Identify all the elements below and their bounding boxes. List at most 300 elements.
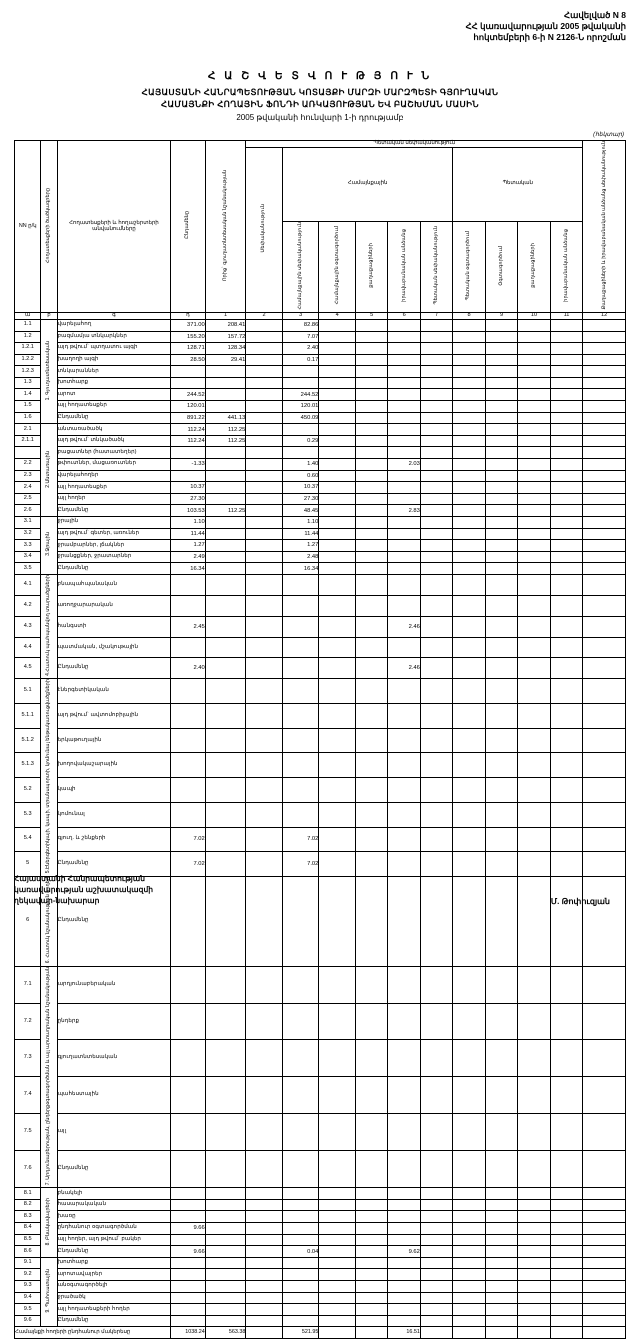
table-row bbox=[15, 1003, 626, 1040]
table-row bbox=[15, 753, 626, 778]
value-col5 bbox=[355, 1304, 387, 1316]
category-name: խաղողի այգի bbox=[57, 354, 171, 366]
value-col11 bbox=[550, 595, 583, 616]
table-row bbox=[15, 517, 626, 529]
value-col9 bbox=[485, 574, 517, 595]
row-number: 8.5 bbox=[15, 1234, 41, 1246]
total-value-agricultural: 563.38 bbox=[205, 1327, 246, 1339]
group-label: 2.Անտառային bbox=[41, 424, 57, 517]
value-agricultural bbox=[205, 852, 246, 877]
value-col12 bbox=[583, 728, 626, 753]
value-col5 bbox=[355, 366, 387, 378]
value-col2 bbox=[246, 1199, 283, 1211]
value-col8 bbox=[453, 517, 485, 529]
row-number: 7.3 bbox=[15, 1040, 41, 1077]
value-col8 bbox=[453, 637, 485, 658]
value-col2 bbox=[246, 1223, 283, 1235]
value-col6 bbox=[388, 1077, 420, 1114]
category-name: այդ թվում` ավտոմոբիլային bbox=[57, 704, 171, 729]
value-col11 bbox=[550, 528, 583, 540]
group-label: 1. Գյուղատնտեսական bbox=[41, 319, 57, 423]
value-col9 bbox=[485, 482, 517, 494]
value-total: 1.27 bbox=[171, 540, 206, 552]
value-col5 bbox=[355, 802, 387, 827]
value-col2 bbox=[246, 319, 283, 331]
value-total bbox=[171, 1292, 206, 1304]
value-col6 bbox=[388, 852, 420, 877]
value-col9 bbox=[485, 1292, 517, 1304]
value-col6 bbox=[388, 1151, 420, 1188]
table-row bbox=[15, 563, 626, 575]
value-col6: 2.83 bbox=[388, 505, 420, 517]
value-col4 bbox=[319, 1234, 356, 1246]
value-col4 bbox=[319, 470, 356, 482]
value-col6: 2.03 bbox=[388, 459, 420, 471]
row-number: 9.6 bbox=[15, 1315, 41, 1327]
value-col2 bbox=[246, 679, 283, 704]
row-number: 2.2 bbox=[15, 459, 41, 471]
value-col12 bbox=[583, 505, 626, 517]
value-col10 bbox=[518, 1234, 550, 1246]
value-col4 bbox=[319, 1315, 356, 1327]
value-col9 bbox=[485, 616, 517, 637]
value-col11 bbox=[550, 574, 583, 595]
category-name: Ընդամենը bbox=[57, 505, 171, 517]
row-number bbox=[15, 447, 41, 459]
value-col6 bbox=[388, 1269, 420, 1281]
category-name: ջրանցքներ, ջրատարներ bbox=[57, 551, 171, 563]
value-col10 bbox=[518, 435, 550, 447]
value-col10 bbox=[518, 637, 550, 658]
appendix-line-1: Հավելված N 8 bbox=[564, 10, 626, 20]
value-agricultural: 112.25 bbox=[205, 424, 246, 436]
value-total: 9.66 bbox=[171, 1246, 206, 1258]
value-col2 bbox=[246, 852, 283, 877]
value-col2 bbox=[246, 1151, 283, 1188]
value-col5 bbox=[355, 343, 387, 355]
value-col11 bbox=[550, 1304, 583, 1316]
value-col4 bbox=[319, 728, 356, 753]
value-col2 bbox=[246, 435, 283, 447]
value-col9 bbox=[485, 1003, 517, 1040]
value-col9 bbox=[485, 331, 517, 343]
value-col11 bbox=[550, 1077, 583, 1114]
value-col6 bbox=[388, 435, 420, 447]
value-col12 bbox=[583, 343, 626, 355]
value-col3 bbox=[282, 1281, 319, 1293]
value-col3 bbox=[282, 377, 319, 389]
value-col6 bbox=[388, 1281, 420, 1293]
colnum-10: 10 bbox=[518, 313, 550, 320]
value-col10 bbox=[518, 574, 550, 595]
value-total: 891.22 bbox=[171, 412, 206, 424]
table-body bbox=[15, 319, 626, 1338]
value-total: 371.00 bbox=[171, 319, 206, 331]
value-col3 bbox=[282, 658, 319, 679]
total-value-col12 bbox=[583, 1327, 626, 1339]
value-col8 bbox=[453, 1040, 485, 1077]
value-col9 bbox=[485, 1269, 517, 1281]
value-col3 bbox=[282, 574, 319, 595]
value-col10 bbox=[518, 1114, 550, 1151]
value-col4 bbox=[319, 482, 356, 494]
row-number: 8.3 bbox=[15, 1211, 41, 1223]
value-col11 bbox=[550, 1114, 583, 1151]
value-col4 bbox=[319, 389, 356, 401]
value-col11 bbox=[550, 1257, 583, 1269]
value-col10 bbox=[518, 827, 550, 852]
value-col8 bbox=[453, 616, 485, 637]
value-col5 bbox=[355, 679, 387, 704]
value-agricultural bbox=[205, 753, 246, 778]
value-col7 bbox=[420, 1269, 452, 1281]
value-col11 bbox=[550, 459, 583, 471]
value-total bbox=[171, 595, 206, 616]
colnum-2: 2 bbox=[246, 313, 283, 320]
value-col5 bbox=[355, 563, 387, 575]
value-col5 bbox=[355, 424, 387, 436]
value-col4 bbox=[319, 1211, 356, 1223]
value-col4 bbox=[319, 563, 356, 575]
value-col6 bbox=[388, 1003, 420, 1040]
value-col11 bbox=[550, 1003, 583, 1040]
col-header-community-use: Համայնքային օգտագործում bbox=[319, 221, 356, 312]
value-col4 bbox=[319, 354, 356, 366]
value-col10 bbox=[518, 1151, 550, 1188]
value-col5 bbox=[355, 852, 387, 877]
value-col6 bbox=[388, 1292, 420, 1304]
table-row bbox=[15, 802, 626, 827]
value-agricultural bbox=[205, 1211, 246, 1223]
page-title: Հ Ա Շ Վ Ե Տ Վ Ո Ւ Թ Յ Ո Ւ Ն bbox=[207, 70, 433, 82]
value-col6 bbox=[388, 802, 420, 827]
value-col7 bbox=[420, 616, 452, 637]
value-col5 bbox=[355, 389, 387, 401]
value-col3: 11.44 bbox=[282, 528, 319, 540]
value-col2 bbox=[246, 493, 283, 505]
value-col2 bbox=[246, 1304, 283, 1316]
value-agricultural: 441.13 bbox=[205, 412, 246, 424]
value-col5 bbox=[355, 354, 387, 366]
value-col9 bbox=[485, 966, 517, 1003]
table-row bbox=[15, 401, 626, 413]
value-col8 bbox=[453, 401, 485, 413]
value-col8 bbox=[453, 1257, 485, 1269]
value-total: 128.71 bbox=[171, 343, 206, 355]
value-col11 bbox=[550, 1234, 583, 1246]
table-row bbox=[15, 412, 626, 424]
value-col12 bbox=[583, 966, 626, 1003]
value-col8 bbox=[453, 802, 485, 827]
footer-line-1: Հայաստանի Հանրապետության bbox=[14, 874, 146, 883]
value-col10 bbox=[518, 658, 550, 679]
value-col10 bbox=[518, 1188, 550, 1200]
value-col12 bbox=[583, 616, 626, 637]
category-name: բնապահպանական bbox=[57, 574, 171, 595]
value-col8 bbox=[453, 459, 485, 471]
value-col8 bbox=[453, 1315, 485, 1327]
value-col9 bbox=[485, 493, 517, 505]
value-agricultural bbox=[205, 1188, 246, 1200]
value-col9 bbox=[485, 1040, 517, 1077]
value-col9 bbox=[485, 470, 517, 482]
signer-name: Մ. Թոփուզյան bbox=[550, 897, 610, 906]
value-agricultural bbox=[205, 482, 246, 494]
value-col11 bbox=[550, 424, 583, 436]
value-col6 bbox=[388, 966, 420, 1003]
value-col12 bbox=[583, 1188, 626, 1200]
total-value-col3: 521.95 bbox=[282, 1327, 319, 1339]
col-header-community: Համայնքային bbox=[282, 147, 452, 221]
total-value-col11 bbox=[550, 1327, 583, 1339]
category-name: այլ հողեր bbox=[57, 493, 171, 505]
table-row bbox=[15, 377, 626, 389]
table-row bbox=[15, 728, 626, 753]
value-col9 bbox=[485, 517, 517, 529]
colnum-11: 11 bbox=[550, 313, 583, 320]
value-col7 bbox=[420, 331, 452, 343]
value-col5 bbox=[355, 1151, 387, 1188]
value-total bbox=[171, 966, 206, 1003]
col-header-of-which: Որից` գյուղատնտեսական նշանակության bbox=[205, 141, 246, 313]
value-col6 bbox=[388, 470, 420, 482]
value-agricultural bbox=[205, 401, 246, 413]
category-name: այլ հողատեսքերի հողեր bbox=[57, 1304, 171, 1316]
row-number: 8.1 bbox=[15, 1188, 41, 1200]
category-name: անտառածածկ bbox=[57, 424, 171, 436]
value-col4 bbox=[319, 1040, 356, 1077]
value-col2 bbox=[246, 551, 283, 563]
value-col3: 244.52 bbox=[282, 389, 319, 401]
total-value-col2 bbox=[246, 1327, 283, 1339]
value-col7 bbox=[420, 377, 452, 389]
table-row bbox=[15, 1199, 626, 1211]
value-col3 bbox=[282, 1257, 319, 1269]
value-col11 bbox=[550, 704, 583, 729]
value-col9 bbox=[485, 401, 517, 413]
value-col12 bbox=[583, 528, 626, 540]
value-col7 bbox=[420, 1292, 452, 1304]
value-col12 bbox=[583, 401, 626, 413]
value-col10 bbox=[518, 1211, 550, 1223]
category-name: այդ թվում` պտղատու այգի bbox=[57, 343, 171, 355]
value-agricultural bbox=[205, 658, 246, 679]
value-col9 bbox=[485, 343, 517, 355]
value-col4 bbox=[319, 331, 356, 343]
category-name: ջրային bbox=[57, 517, 171, 529]
value-col4 bbox=[319, 1114, 356, 1151]
value-total bbox=[171, 1040, 206, 1077]
value-agricultural: 112.25 bbox=[205, 505, 246, 517]
table-row bbox=[15, 482, 626, 494]
value-col12 bbox=[583, 852, 626, 877]
value-col6 bbox=[388, 637, 420, 658]
value-total bbox=[171, 366, 206, 378]
value-col7 bbox=[420, 401, 452, 413]
value-col5 bbox=[355, 1281, 387, 1293]
colnum-d: դ bbox=[171, 313, 206, 320]
value-col3: 0.17 bbox=[282, 354, 319, 366]
table-row bbox=[15, 1234, 626, 1246]
value-col7 bbox=[420, 424, 452, 436]
value-col2 bbox=[246, 1292, 283, 1304]
value-agricultural bbox=[205, 1304, 246, 1316]
colnum-12: 12 bbox=[583, 313, 626, 320]
value-col2 bbox=[246, 366, 283, 378]
value-col3: 0.60 bbox=[282, 470, 319, 482]
value-col11 bbox=[550, 1040, 583, 1077]
value-col8 bbox=[453, 389, 485, 401]
value-col8 bbox=[453, 540, 485, 552]
row-number: 9.5 bbox=[15, 1304, 41, 1316]
value-total bbox=[171, 1188, 206, 1200]
appendix-line-3: հոկտեմբերի 6-ի N 2126-Ն որոշման bbox=[473, 32, 626, 42]
value-col4 bbox=[319, 517, 356, 529]
value-total bbox=[171, 778, 206, 803]
value-col8 bbox=[453, 377, 485, 389]
value-col7 bbox=[420, 459, 452, 471]
row-number: 9.4 bbox=[15, 1292, 41, 1304]
value-col3 bbox=[282, 728, 319, 753]
category-name: ջրամբարներ, լճակներ bbox=[57, 540, 171, 552]
value-total bbox=[171, 1281, 206, 1293]
row-number: 5.3 bbox=[15, 802, 41, 827]
total-value-col9 bbox=[485, 1327, 517, 1339]
value-total bbox=[171, 1114, 206, 1151]
value-agricultural bbox=[205, 1315, 246, 1327]
colnum-3: 3 bbox=[282, 313, 319, 320]
colnum-a: ա bbox=[15, 313, 41, 320]
value-col3: 2.48 bbox=[282, 551, 319, 563]
row-number: 8.4 bbox=[15, 1223, 41, 1235]
value-total: 112.24 bbox=[171, 435, 206, 447]
value-col2 bbox=[246, 517, 283, 529]
value-total: -1.33 bbox=[171, 459, 206, 471]
value-col8 bbox=[453, 1188, 485, 1200]
category-name: գյուղ. և շենքերի bbox=[57, 827, 171, 852]
value-col3: 82.86 bbox=[282, 319, 319, 331]
value-total bbox=[171, 1304, 206, 1316]
value-total bbox=[171, 377, 206, 389]
col-header-ownership: Սեփականություն bbox=[246, 147, 283, 312]
value-col9 bbox=[485, 528, 517, 540]
value-total: 16.34 bbox=[171, 563, 206, 575]
value-col3 bbox=[282, 1151, 319, 1188]
value-col4 bbox=[319, 1304, 356, 1316]
value-col10 bbox=[518, 354, 550, 366]
value-col12 bbox=[583, 827, 626, 852]
value-total: 120.01 bbox=[171, 401, 206, 413]
value-col4 bbox=[319, 435, 356, 447]
value-col3 bbox=[282, 595, 319, 616]
value-col2 bbox=[246, 1234, 283, 1246]
total-value-col10 bbox=[518, 1327, 550, 1339]
value-col2 bbox=[246, 1315, 283, 1327]
value-col11 bbox=[550, 802, 583, 827]
value-col2 bbox=[246, 1246, 283, 1258]
value-col12 bbox=[583, 1281, 626, 1293]
value-col4 bbox=[319, 1151, 356, 1188]
value-col10 bbox=[518, 482, 550, 494]
value-col7 bbox=[420, 574, 452, 595]
footer-line-2: կառավարության աշխատակազմի bbox=[14, 885, 154, 894]
value-agricultural bbox=[205, 616, 246, 637]
value-col6 bbox=[388, 1199, 420, 1211]
table-row bbox=[15, 704, 626, 729]
value-col3 bbox=[282, 1269, 319, 1281]
row-number: 7.6 bbox=[15, 1151, 41, 1188]
row-number: 2.3 bbox=[15, 470, 41, 482]
value-col7 bbox=[420, 1077, 452, 1114]
value-col11 bbox=[550, 354, 583, 366]
category-name: Ընդամենը bbox=[57, 1246, 171, 1258]
value-col12 bbox=[583, 1040, 626, 1077]
value-col4 bbox=[319, 1199, 356, 1211]
value-col10 bbox=[518, 1246, 550, 1258]
value-col10 bbox=[518, 1223, 550, 1235]
value-col6 bbox=[388, 389, 420, 401]
category-name: կոմունալ bbox=[57, 802, 171, 827]
value-col10 bbox=[518, 493, 550, 505]
value-col2 bbox=[246, 658, 283, 679]
value-col8 bbox=[453, 574, 485, 595]
table-row bbox=[15, 435, 626, 447]
value-col4 bbox=[319, 412, 356, 424]
table-row bbox=[15, 1257, 626, 1269]
row-number: 4.3 bbox=[15, 616, 41, 637]
value-col7 bbox=[420, 1003, 452, 1040]
value-col10 bbox=[518, 1003, 550, 1040]
value-col3: 0.04 bbox=[282, 1246, 319, 1258]
value-col5 bbox=[355, 551, 387, 563]
value-col11 bbox=[550, 377, 583, 389]
value-col7 bbox=[420, 563, 452, 575]
row-number: 6 bbox=[15, 876, 41, 966]
value-col3 bbox=[282, 1211, 319, 1223]
value-total bbox=[171, 637, 206, 658]
row-number: 2.1.1 bbox=[15, 435, 41, 447]
value-col4 bbox=[319, 1281, 356, 1293]
value-col3 bbox=[282, 1003, 319, 1040]
value-col10 bbox=[518, 470, 550, 482]
value-col9 bbox=[485, 424, 517, 436]
value-total bbox=[171, 447, 206, 459]
value-agricultural bbox=[205, 1114, 246, 1151]
row-number: 5.1.3 bbox=[15, 753, 41, 778]
value-col2 bbox=[246, 1188, 283, 1200]
category-name: խոտհարք bbox=[57, 1257, 171, 1269]
value-col3: 1.27 bbox=[282, 540, 319, 552]
value-total bbox=[171, 728, 206, 753]
category-name: ընդհանուր օգտագործման bbox=[57, 1223, 171, 1235]
value-col6 bbox=[388, 401, 420, 413]
value-total: 11.44 bbox=[171, 528, 206, 540]
value-col6 bbox=[388, 679, 420, 704]
col-header-nn: NN ը/կ bbox=[15, 141, 41, 313]
value-col9 bbox=[485, 1257, 517, 1269]
value-col7 bbox=[420, 1315, 452, 1327]
category-name: այդ թվում` գետեր, առուներ bbox=[57, 528, 171, 540]
value-col10 bbox=[518, 616, 550, 637]
value-col5 bbox=[355, 1188, 387, 1200]
value-col4 bbox=[319, 319, 356, 331]
value-col11 bbox=[550, 1223, 583, 1235]
value-col4 bbox=[319, 574, 356, 595]
value-col9 bbox=[485, 876, 517, 966]
value-col12 bbox=[583, 435, 626, 447]
value-col3 bbox=[282, 1315, 319, 1327]
value-col12 bbox=[583, 377, 626, 389]
